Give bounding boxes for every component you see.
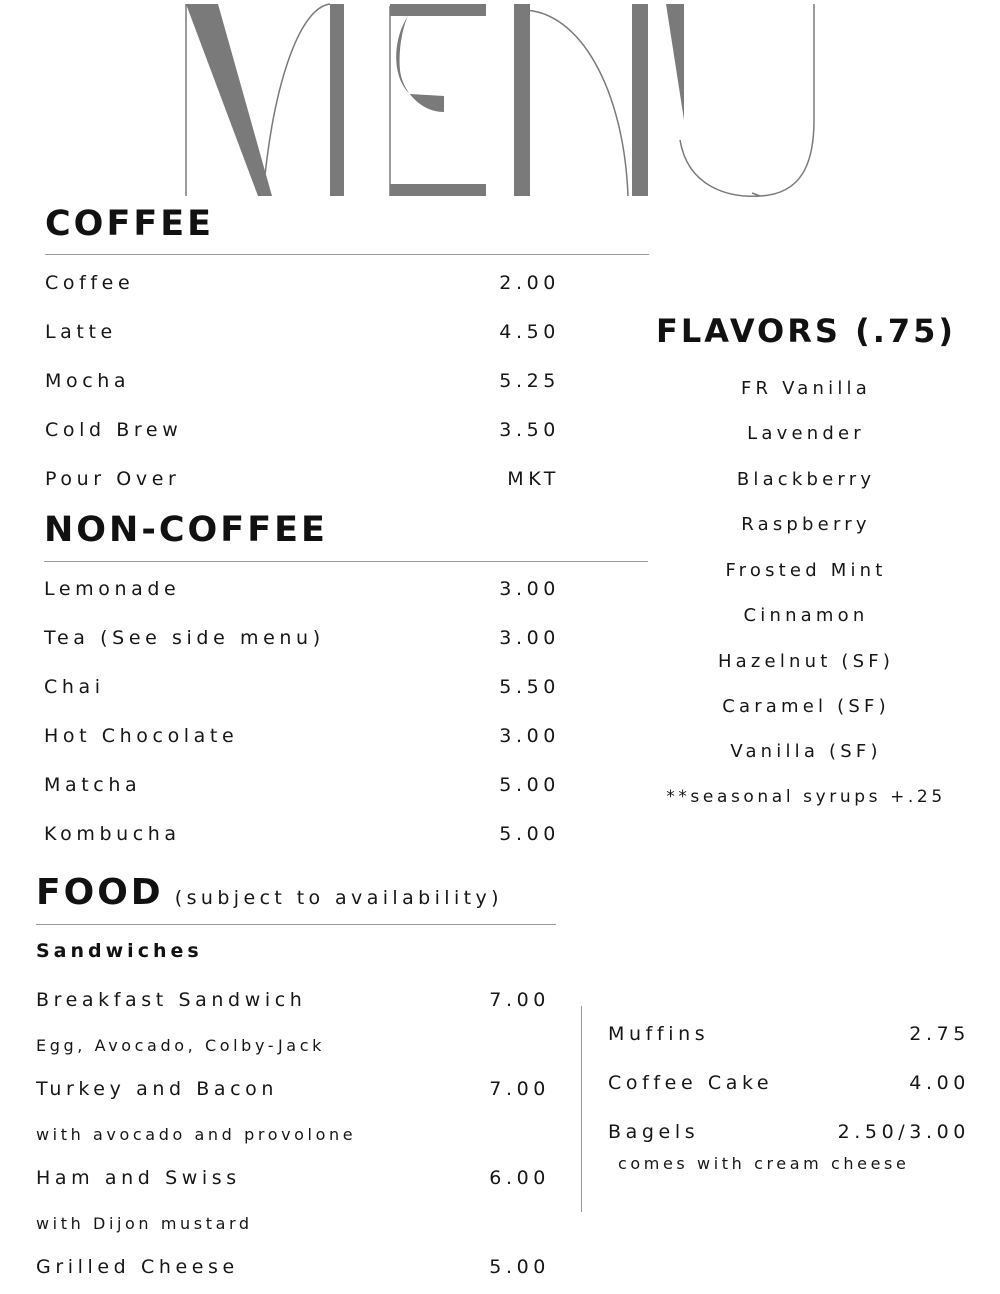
flavor-item: Hazelnut (SF) [717,651,895,672]
bakery-divider [581,1006,582,1212]
flavor-item: Cinnamon [743,605,869,626]
menu-item-price: 3.50 [499,419,560,441]
menu-item-description: Egg, Avocado, Colby-Jack [36,1036,325,1055]
flavor-item: Raspberry [741,514,871,535]
menu-item-name: Matcha [44,774,142,796]
flavor-item: Frosted Mint [725,560,887,581]
flavors-note: **seasonal syrups +.25 [666,787,946,807]
menu-item-name: Chai [44,676,105,698]
menu-item-name: Turkey and Bacon [36,1078,279,1100]
menu-item-price: 6.00 [489,1167,550,1189]
menu-item-name: Muffins [608,1023,710,1045]
flavor-item: Caramel (SF) [722,696,890,717]
menu-item-price: 4.50 [499,321,560,343]
menu-item-price: 5.00 [499,774,560,796]
menu-item-name: Breakfast Sandwich [36,989,307,1011]
food-heading [36,872,503,913]
menu-item-name: Bagels [608,1121,700,1143]
menu-item-name: Latte [45,321,117,343]
coffee-divider [45,254,649,255]
flavor-item: FR Vanilla [741,378,871,399]
menu-item-description: with Dijon mustard [36,1214,253,1233]
menu-item-name: Coffee [45,272,135,294]
menu-item-name: Pour Over [45,468,181,490]
menu-item-description: comes with cream cheese [618,1154,910,1173]
coffee-section-title: COFFEE [45,204,215,244]
menu-item-name: Grilled Cheese [36,1256,239,1278]
menu-item-price: 5.25 [499,370,560,392]
menu-item-price: 5.00 [489,1256,550,1278]
food-divider [36,924,556,925]
menu-item-description: with avocado and provolone [36,1125,357,1144]
menu-item-price: 7.00 [489,1078,550,1100]
menu-item-price: 3.00 [499,725,560,747]
menu-item-price: 5.50 [499,676,560,698]
menu-item-name: Coffee Cake [608,1072,774,1094]
flavor-item: Lavender [747,423,865,444]
menu-title-art [0,0,1000,200]
menu-item-price: 7.00 [489,989,550,1011]
menu-item-price: 3.00 [499,627,560,649]
menu-item-name: Lemonade [44,578,181,600]
non-coffee-section-title: NON-COFFEE [44,510,328,550]
flavor-item: Blackberry [736,469,876,490]
flavor-item: Vanilla (SF) [730,741,882,762]
menu-item-price: 2.00 [499,272,560,294]
menu-item-name: Cold Brew [45,419,183,441]
food-section-subtitle: (subject to availability) [174,887,503,909]
menu-item-name: Hot Chocolate [44,725,239,747]
menu-item-name: Ham and Swiss [36,1167,241,1189]
menu-item-price: 2.75 [909,1023,970,1045]
menu-item-price: MKT [507,468,560,490]
sandwiches-heading: Sandwiches [36,940,203,962]
menu-item-price: 2.50/3.00 [837,1121,970,1143]
food-section-title: FOOD [36,872,164,913]
menu-item-price: 5.00 [499,823,560,845]
non-coffee-divider [44,561,648,562]
menu-item-name: Tea (See side menu) [44,627,325,649]
menu-item-price: 4.00 [909,1072,970,1094]
menu-item-price: 3.00 [499,578,560,600]
menu-item-name: Kombucha [44,823,181,845]
flavors-section-title: FLAVORS (.75) [655,312,956,350]
menu-item-name: Mocha [45,370,131,392]
